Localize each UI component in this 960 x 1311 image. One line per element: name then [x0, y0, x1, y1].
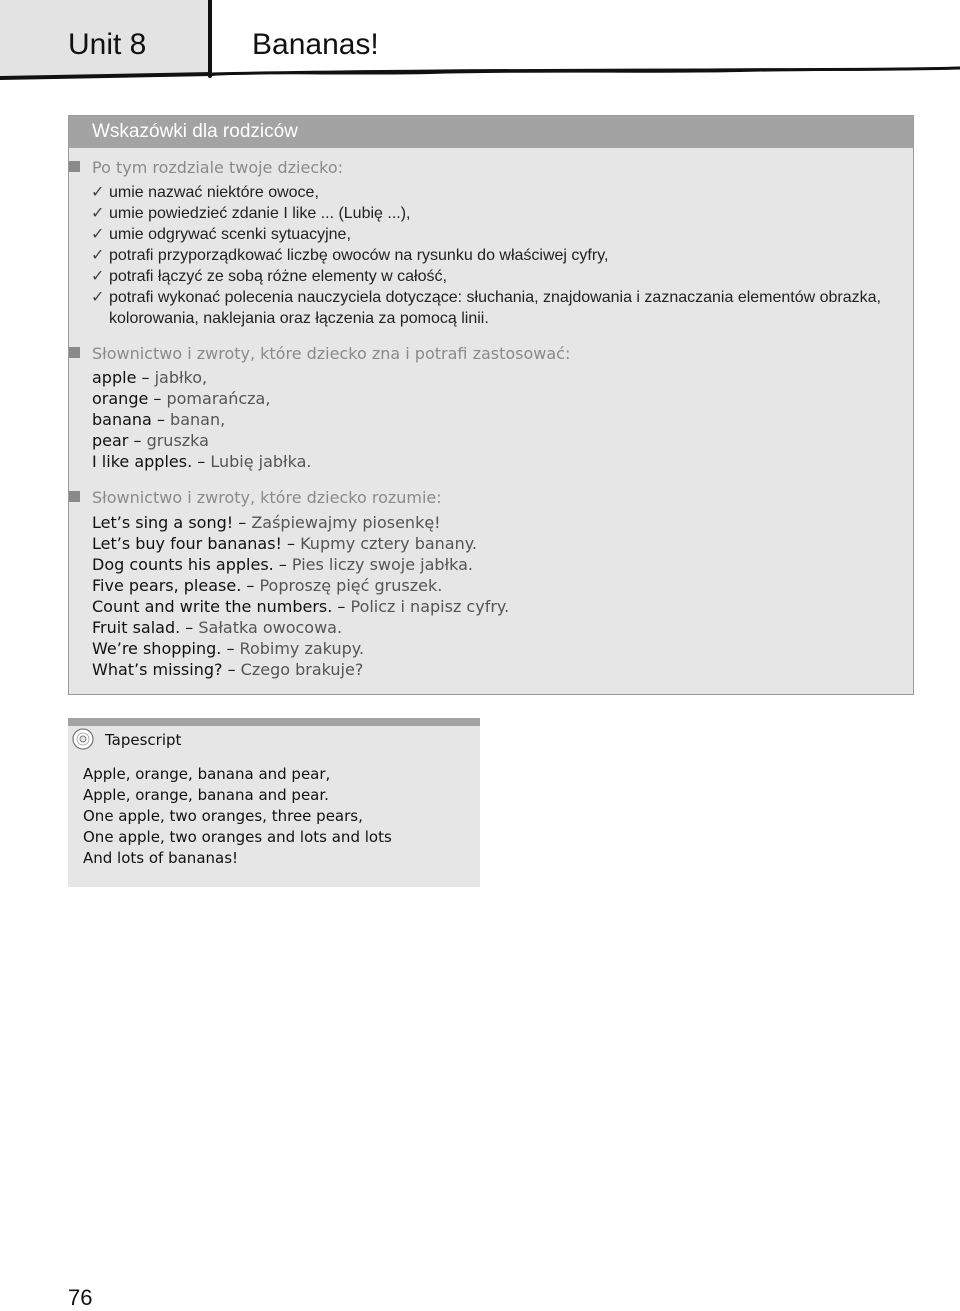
tapescript-lyrics [83, 764, 392, 869]
parent-guidance-box: Wskazówki dla rodziców Po tym rozdziale twoje dziecko: ✓ umie nazwać niektóre owoce, ✓ umie powiedzieć zdanie I like ... (Lubię ...), ✓ umie odgrywać scenki sytuacyjne, ✓ potrafi przyporządkować liczbę owoców na rysunku do właściwej cyfry, ✓ potrafi łączyć ze sobą różne elementy w całość, ✓ potrafi wykonać polecenia nauczyciela dotyczące: słuchania, znajdowania i zaznaczania elementów obrazka, kolorowania, naklejania oraz łączenia za pomocą linii. Słownictwo i zwroty, które dziecko zna i potrafi zastosować: apple – jabłko, orange – pomarańcza, banana – banan, pear – gruszka I like apples. – Lubię jabłka. Słownictwo i zwroty, które dziecko rozumie: Let’s sing a song! – Zaśpiewajmy piosenkę! Let’s buy four bananas! – Kupmy cztery banany. Dog counts his apples. – Pies liczy swoje jabłka. Five pears, please. – Poproszę pięć gruszek. Count and write the numbers. – Policz i napisz cyfry. Fruit salad. – Sałatka owocowa. We’re shopping. – Robimy zakupy. What’s missing? – Czego brakuje? [68, 115, 914, 695]
lyric-line: Apple, orange, banana and pear, [83, 765, 331, 783]
parent-box-heading: Wskazówki dla rodziców [92, 121, 298, 142]
vocab-row: banana – banan, [92, 410, 226, 429]
check-icon: ✓ [91, 289, 105, 306]
vocab-row: Let’s sing a song! – Zaśpiewajmy piosenkę! [92, 513, 441, 532]
list-item: ✓ potrafi łączyć ze sobą różne elementy w całość, [91, 268, 447, 285]
active-vocab-list [92, 367, 311, 472]
list-item: ✓ potrafi wykonać polecenia nauczyciela dotyczące: słuchania, znajdowania i zaznaczania elementów obrazka, kolorowania, naklejania oraz łączenia za pomocą linii. [91, 289, 881, 327]
tapescript-heading-bar [68, 718, 480, 726]
vocab-row: Dog counts his apples. – Pies liczy swoje jabłka. [92, 555, 473, 574]
vocab-row: orange – pomarańcza, [92, 389, 271, 408]
check-icon: ✓ [91, 184, 105, 201]
lyric-line: One apple, two oranges and lots and lots [83, 828, 392, 846]
cd-icon [72, 728, 94, 750]
unit-title: Bananas! [252, 28, 379, 61]
list-item: ✓ potrafi przyporządkować liczbę owoców na rysunku do właściwej cyfry, [91, 247, 609, 264]
vocab-row: I like apples. – Lubię jabłka. [92, 452, 312, 471]
lyric-line: Apple, orange, banana and pear. [83, 786, 329, 804]
unit-header [0, 0, 960, 95]
parent-box-heading-bar [69, 116, 913, 148]
list-item: ✓ umie odgrywać scenki sytuacyjne, [91, 226, 351, 243]
vocab-row: Five pears, please. – Poproszę pięć gruszek. [92, 576, 443, 595]
square-bullet-icon [69, 161, 80, 172]
page-number: 76 [68, 1285, 93, 1310]
square-bullet-icon [69, 347, 80, 358]
check-icon: ✓ [91, 247, 105, 264]
lyric-line: One apple, two oranges, three pears, [83, 807, 363, 825]
vocab-row: pear – gruszka [92, 431, 209, 450]
list-item: ✓ umie nazwać niektóre owoce, [91, 184, 319, 201]
unit-number: Unit 8 [68, 28, 147, 61]
vocab-row: Fruit salad. – Sałatka owocowa. [92, 618, 343, 637]
vocab-row: What’s missing? – Czego brakuje? [92, 660, 364, 679]
check-icon: ✓ [91, 226, 105, 243]
check-icon: ✓ [91, 205, 105, 222]
passive-vocab-list [92, 512, 509, 680]
square-bullet-icon [69, 491, 80, 502]
vocab-row: apple – jabłko, [92, 368, 208, 387]
check-icon: ✓ [91, 268, 105, 285]
tapescript-title: Tapescript [105, 731, 182, 749]
vocab-row: Count and write the numbers. – Policz i napisz cyfry. [92, 597, 510, 616]
vocab-row: Let’s buy four bananas! – Kupmy cztery banany. [92, 534, 478, 553]
tapescript-box [68, 718, 480, 887]
list-item: ✓ umie powiedzieć zdanie I like ... (Lubię ...), [91, 205, 411, 222]
outcomes-list [91, 182, 891, 329]
vocab-row: We’re shopping. – Robimy zakupy. [92, 639, 365, 658]
lyric-line: And lots of bananas! [83, 849, 239, 867]
